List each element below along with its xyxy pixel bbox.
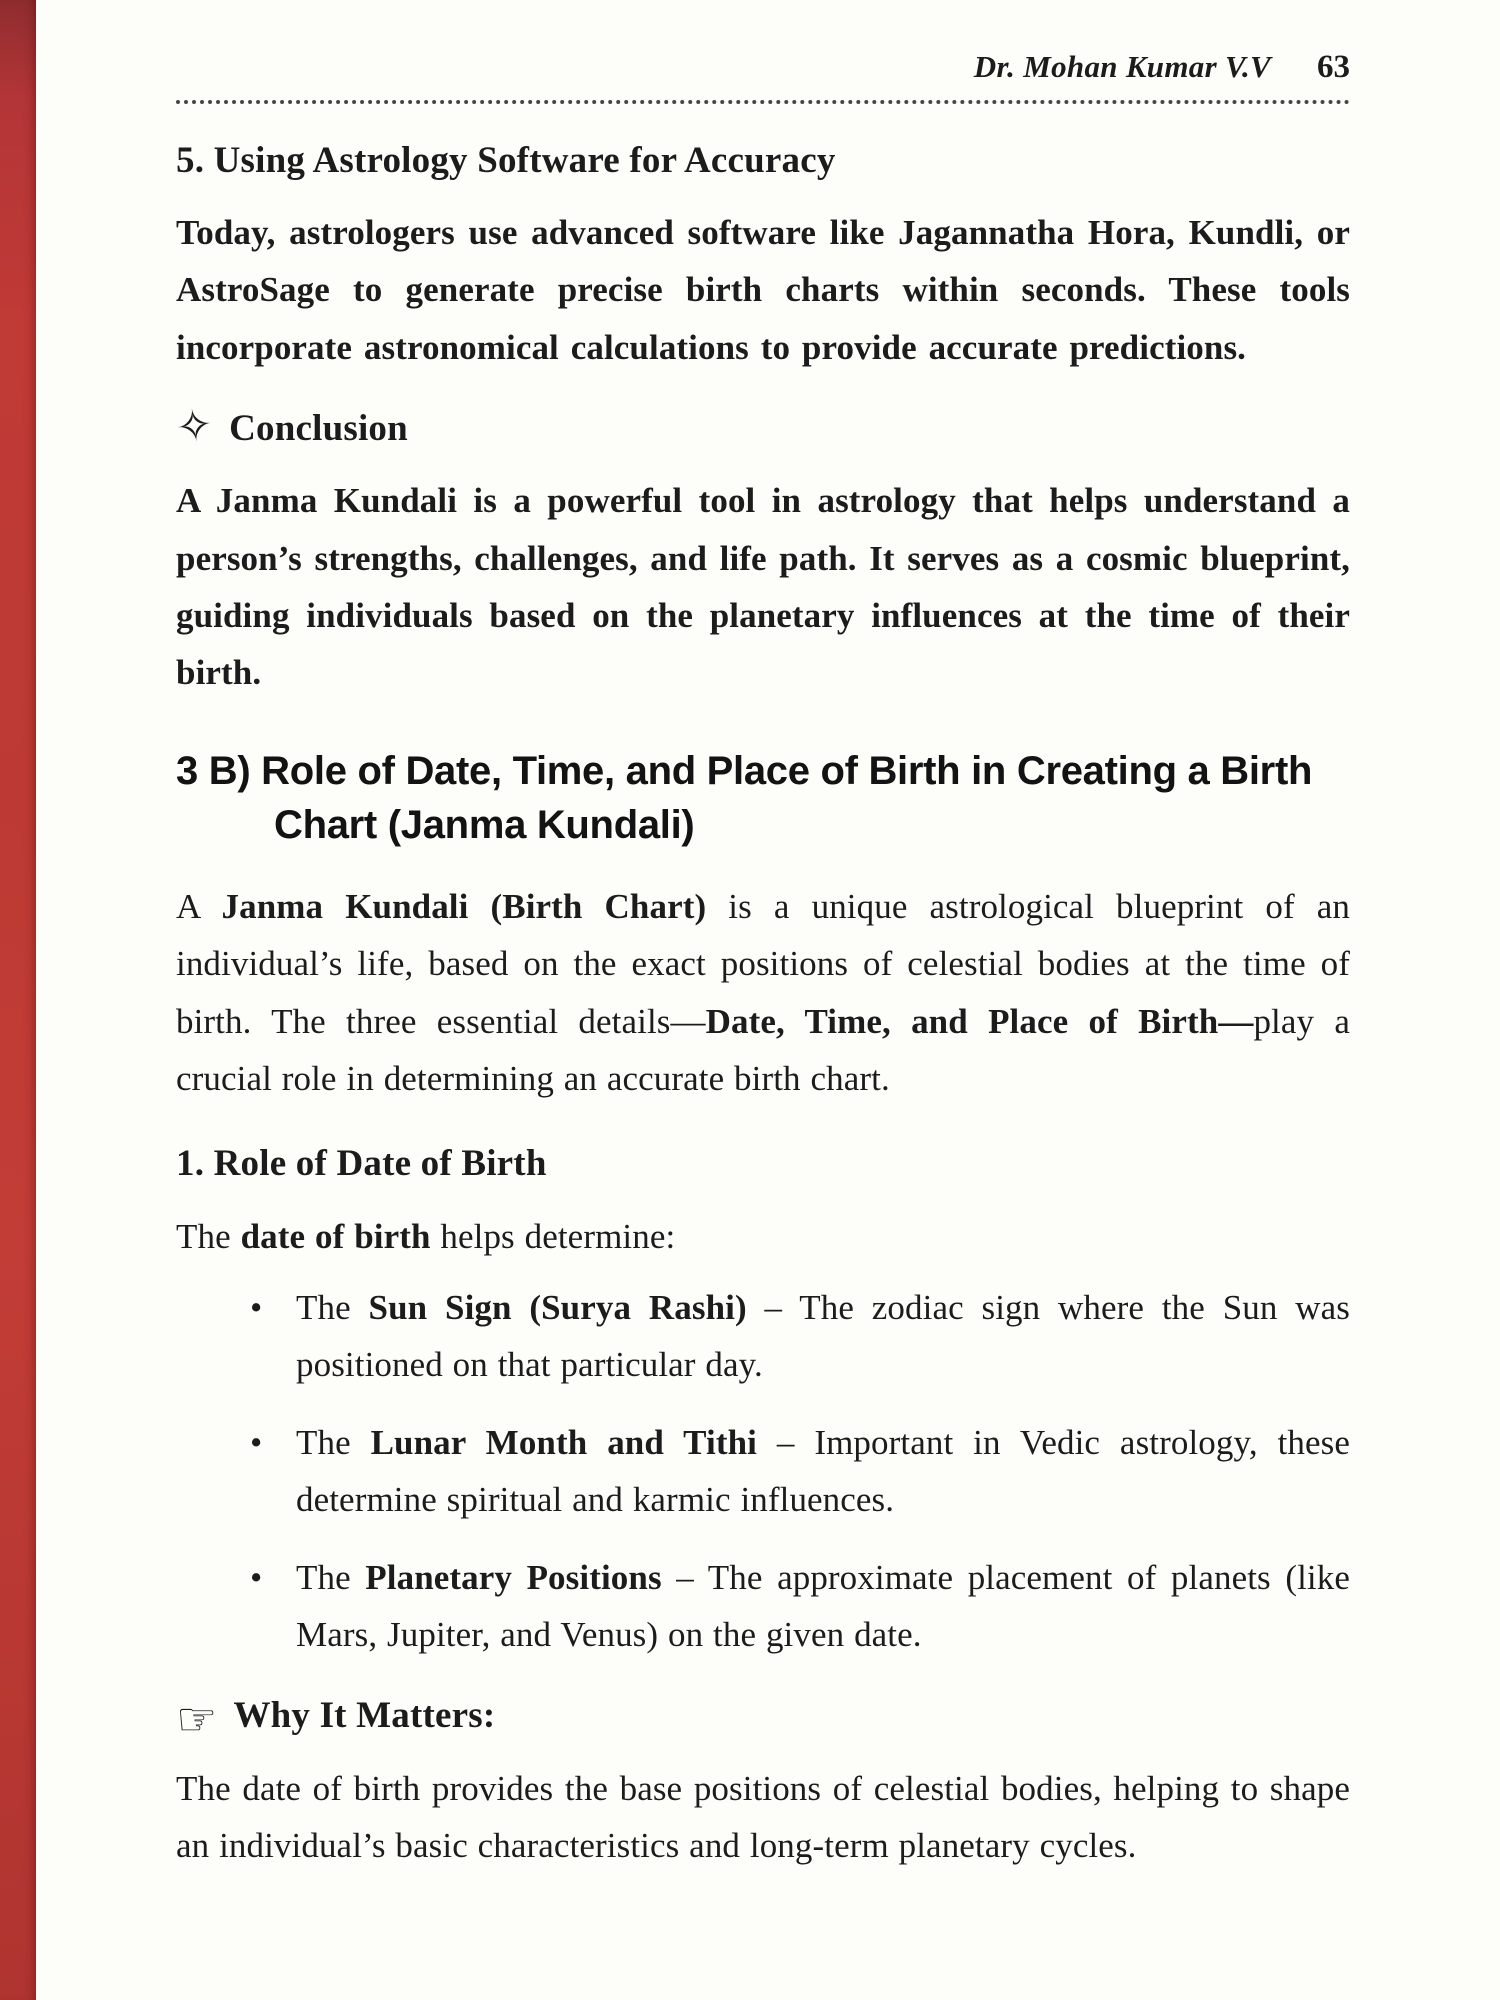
paragraph-intro: A Janma Kundali (Birth Chart) is a unique astrological blueprint of an individual’s life, based on the exact positions of celestial bodies at the time of birth. The three essential details—Date, Time, and Place of Birth—play a crucial role in determining an accurate birth chart.: [176, 886, 1351, 1098]
running-header: [176, 48, 1350, 104]
heading-why-label: Why It Matters:: [233, 1695, 496, 1737]
heading-why-it-matters: [176, 1691, 1350, 1746]
paragraph-software: Today, astrologers use advanced software like Jagannatha Hora, Kundli, or AstroSage to generate precise birth charts within seconds. These tools incorporate astronomical calculations to provide accurate predictions.: [176, 212, 1350, 367]
book-spine-edge: [0, 0, 36, 2000]
heading-date-role: 1. Role of Date of Birth: [176, 1143, 547, 1185]
list-item: [250, 1414, 1350, 1529]
paragraph-lead: The date of birth helps determine:: [176, 1216, 676, 1256]
pointing-hand-icon: ☞: [176, 1691, 218, 1746]
running-head-line: [176, 48, 1350, 88]
bullet-list: [176, 1279, 1350, 1663]
heading-section-3b: 3 B) Role of Date, Time, and Place of Birth in Creating a Birth Chart (Janma Kundali): [176, 748, 1313, 847]
page-content: [172, 48, 1351, 1888]
list-item-text: The Sun Sign (Surya Rashi) – The zodiac sign where the Sun was positioned on that particular day.: [296, 1288, 1350, 1385]
page-number: 63: [1317, 49, 1350, 85]
list-item: [250, 1279, 1350, 1394]
dotted-rule: [176, 100, 1350, 104]
bullet-icon: •: [250, 1557, 263, 1597]
bullet-icon: •: [250, 1422, 263, 1462]
sparkle-icon: ✧: [172, 398, 217, 455]
paragraph-conclusion: A Janma Kundali is a powerful tool in astrology that helps understand a person’s strengths, challenges, and life path. It serves as a cosmic blueprint, guiding individuals based on the planetary influences at the time of their birth.: [176, 481, 1350, 693]
author-name: Dr. Mohan Kumar V.V: [973, 49, 1271, 84]
paragraph-why: The date of birth provides the base positions of celestial bodies, helping to shape an individual’s basic characteristics and long-term planetary cycles.: [176, 1768, 1350, 1866]
heading-conclusion-label: Conclusion: [229, 408, 408, 450]
heading-software: 5. Using Astrology Software for Accuracy: [176, 139, 836, 181]
list-item-text: The Planetary Positions – The approximate placement of planets (like Mars, Jupiter, and Venus) on the given date.: [296, 1557, 1350, 1654]
list-item: [250, 1549, 1350, 1664]
list-item-text: The Lunar Month and Tithi – Important in Vedic astrology, these determine spiritual and karmic influences.: [296, 1422, 1350, 1520]
heading-conclusion: [172, 398, 1350, 455]
bullet-icon: •: [250, 1288, 263, 1328]
